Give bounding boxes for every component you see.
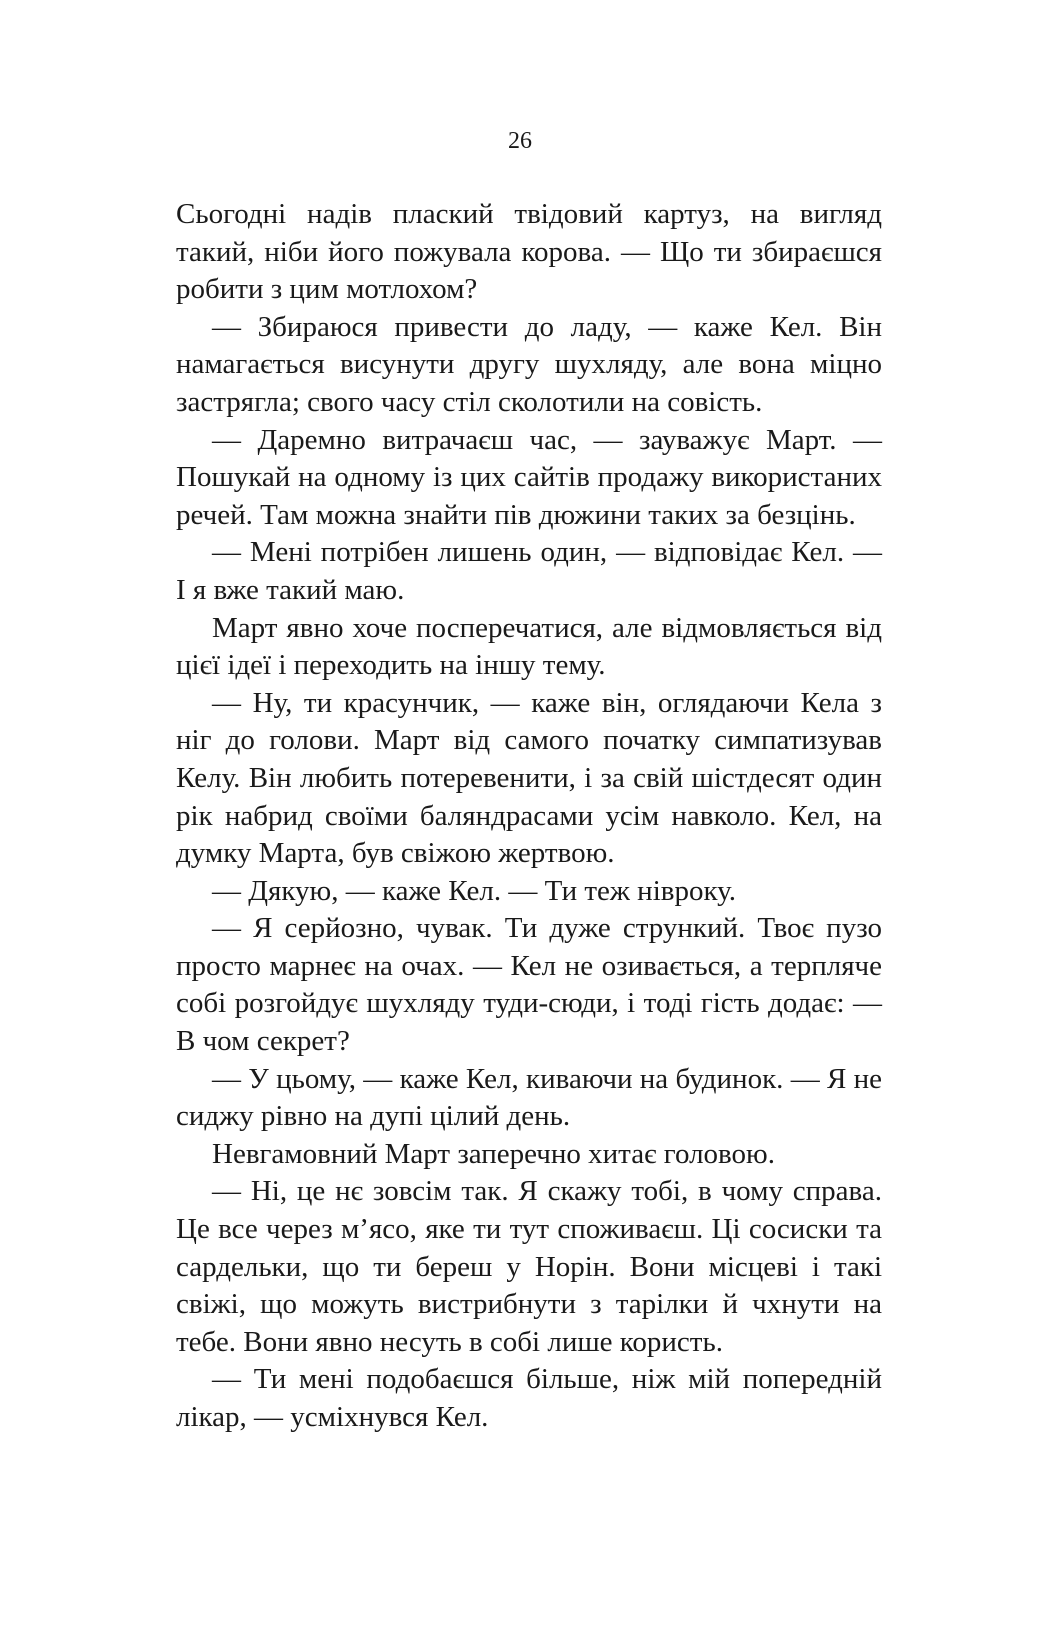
paragraph: — У цьому, — каже Кел, киваючи на будинок. — Я не сиджу рівно на дупі цілий день. (176, 1062, 882, 1133)
paragraph: — Я серйозно, чувак. Ти дуже стрункий. Твоє пузо просто марнеє на очах. — Кел не озивається, а терпляче собі розгойдує шухляду туди-сюди, і тоді гість додає: — В чом секрет? (176, 912, 882, 1058)
paragraph: Сьогодні надів плаский твідовий картуз, на вигляд такий, ніби його пожувала корова. — Що ти збираєшся робити з цим мотлохом? (176, 198, 882, 306)
body-text (176, 196, 882, 1437)
paragraph: — Збираюся привести до ладу, — каже Кел. Він намагається висунути другу шухляду, але вона міцно застрягла; свого часу стіл сколотили на совість. (176, 310, 882, 418)
paragraph: — Даремно витрачаєш час, — зауважує Март. — Пошукай на одному із цих сайтів продажу використаних речей. Там можна знайти пів дюжини таких за безцінь. (176, 423, 882, 531)
paragraph: — Ти мені подобаєшся більше, ніж мій попередній лікар, — усміхнувся Кел. (176, 1363, 882, 1433)
page-number: 26 (508, 128, 532, 154)
paragraph: Март явно хоче посперечатися, але відмовляється від цієї ідеї і переходить на іншу тему. (176, 611, 882, 682)
paragraph: — Мені потрібен лишень один, — відповідає Кел. — І я вже такий маю. (176, 536, 882, 606)
paragraph: — Ну, ти красунчик, — каже він, оглядаючи Кела з ніг до голови. Март від самого початку симпатизував Келу. Він любить потеревенити, і за свій шістдесят один рік набрид своїми баляндрасами усім навколо. Кел, на думку Марта, був свіжою жертвою. (176, 686, 882, 870)
paragraph: Невгамовний Март заперечно хитає головою. (212, 1137, 775, 1170)
paragraph: — Дякую, — каже Кел. — Ти теж нівроку. (212, 874, 736, 907)
paragraph: — Ні, це нє зовсім так. Я скажу тобі, в чому справа. Це все через м’ясо, яке ти тут споживаєш. Ці сосиски та сардельки, що ти береш у Норін. Вони місцеві і такі свіжі, що можуть вистрибнути з тарілки й чхнути на тебе. Вони явно несуть в собі лише користь. (176, 1175, 882, 1358)
